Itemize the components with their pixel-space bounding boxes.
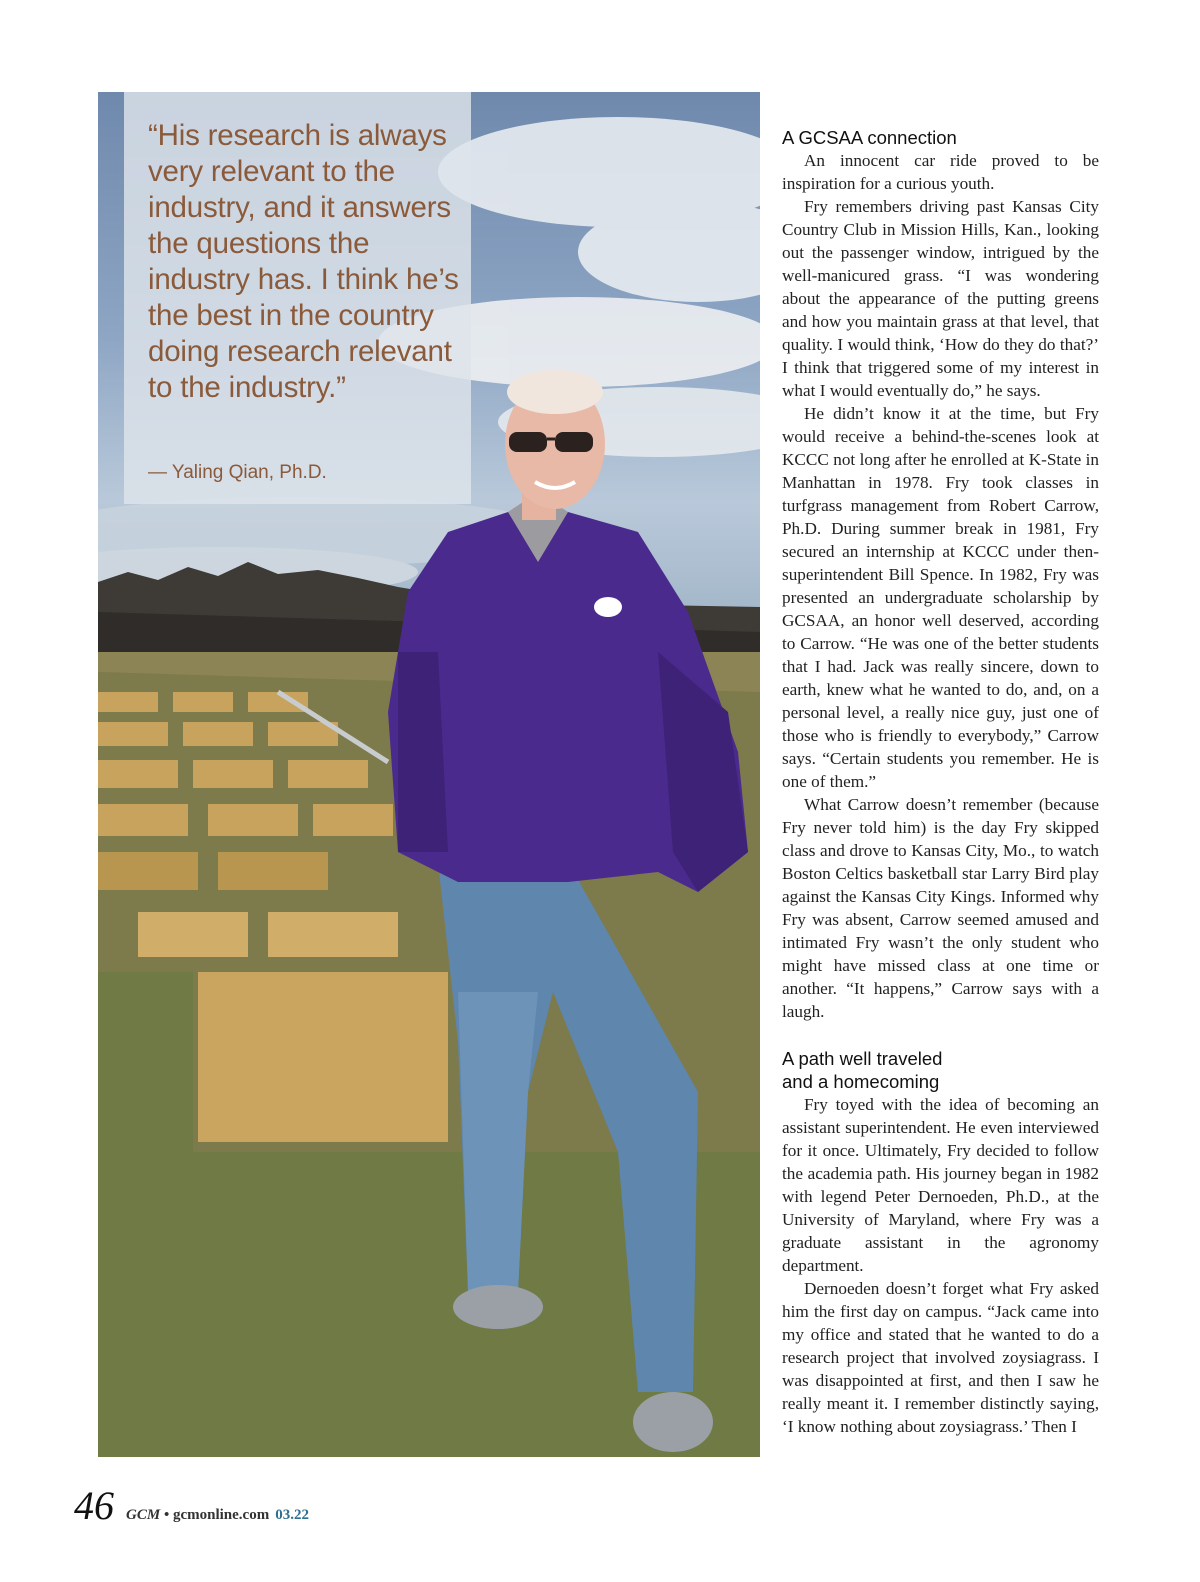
pull-quote-attribution: — Yaling Qian, Ph.D.: [148, 462, 327, 483]
publication-name: GCM • gcmonline.com: [126, 1507, 270, 1523]
pull-quote: “His research is always very relevant to the industry, and it answers the questions the industry has. I think he’s the best in the country doing research relevant to the industry.”: [148, 119, 459, 404]
article-paragraph: He didn’t know it at the time, but Fry would receive a behind-the-scenes look at KCCC not long after he enrolled at K-State in Manhattan in 1978. Fry took classes in turfgrass management from Robert Carrow, Ph.D. During summer break in 1981, Fry secured an internship at KCCC under then-superintendent Bill Spence. In 1982, Fry was presented an undergraduate scholarship by GCSAA, an honor well deserved, according to Carrow. “He was one of the better students that I had. Jack was really sincere, down to earth, knew what he wanted to do, and, on a personal level, a really nice guy, just one of those who is friendly to everybody,” Carrow says. “Certain students you remember. He is one of them.”: [782, 404, 1099, 791]
article-column: [782, 126, 1099, 1438]
page-footer: [74, 1482, 309, 1526]
article-paragraph: Dernoeden doesn’t forget what Fry asked him the first day on campus. “Jack came into my office and stated that he wanted to do a research project that involved zoysiagrass. I was disappointed at first, and then I saw he really meant it. I remember distinctly saying, ‘I know nothing about zoysiagrass.’ Then I: [782, 1279, 1099, 1436]
article-paragraph: An innocent car ride proved to be inspiration for a curious youth.: [782, 151, 1099, 193]
article-paragraph: Fry remembers driving past Kansas City Country Club in Mission Hills, Kan., looking out the passenger window, intrigued by the well-manicured grass. “I was wondering about the appearance of the putting greens and how you maintain grass at that level, that quality. I would think, ‘How do they do that?’ I think that triggered some of my interest in what I would eventually do,” he says.: [782, 197, 1099, 400]
issue-date: 03.22: [275, 1507, 309, 1523]
article-paragraph: Fry toyed with the idea of becoming an assistant superintendent. He even interviewed for it once. Ultimately, Fry decided to follow the academia path. His journey began in 1982 with legend Peter Dernoeden, Ph.D., at the University of Maryland, where Fry was a graduate assistant in the agronomy department.: [782, 1095, 1099, 1275]
section-heading-gcsaa: A GCSAA connection: [782, 127, 957, 148]
page-number: 46: [74, 1483, 114, 1528]
article-paragraph: What Carrow doesn’t remember (because Fry never told him) is the day Fry skipped class and drove to Kansas City, Mo., to watch Boston Celtics basketball star Larry Bird play against the Kansas City Kings. Informed why Fry was absent, Carrow seemed amused and intimated Fry wasn’t the only student who might have missed class at one time or another. “It happens,” Carrow says with a laugh.: [782, 795, 1099, 1021]
feature-photo: [98, 92, 760, 1457]
website-text: gcmonline.com: [172, 1507, 270, 1523]
section-heading-path: A path well traveled and a homecoming: [782, 1048, 943, 1092]
